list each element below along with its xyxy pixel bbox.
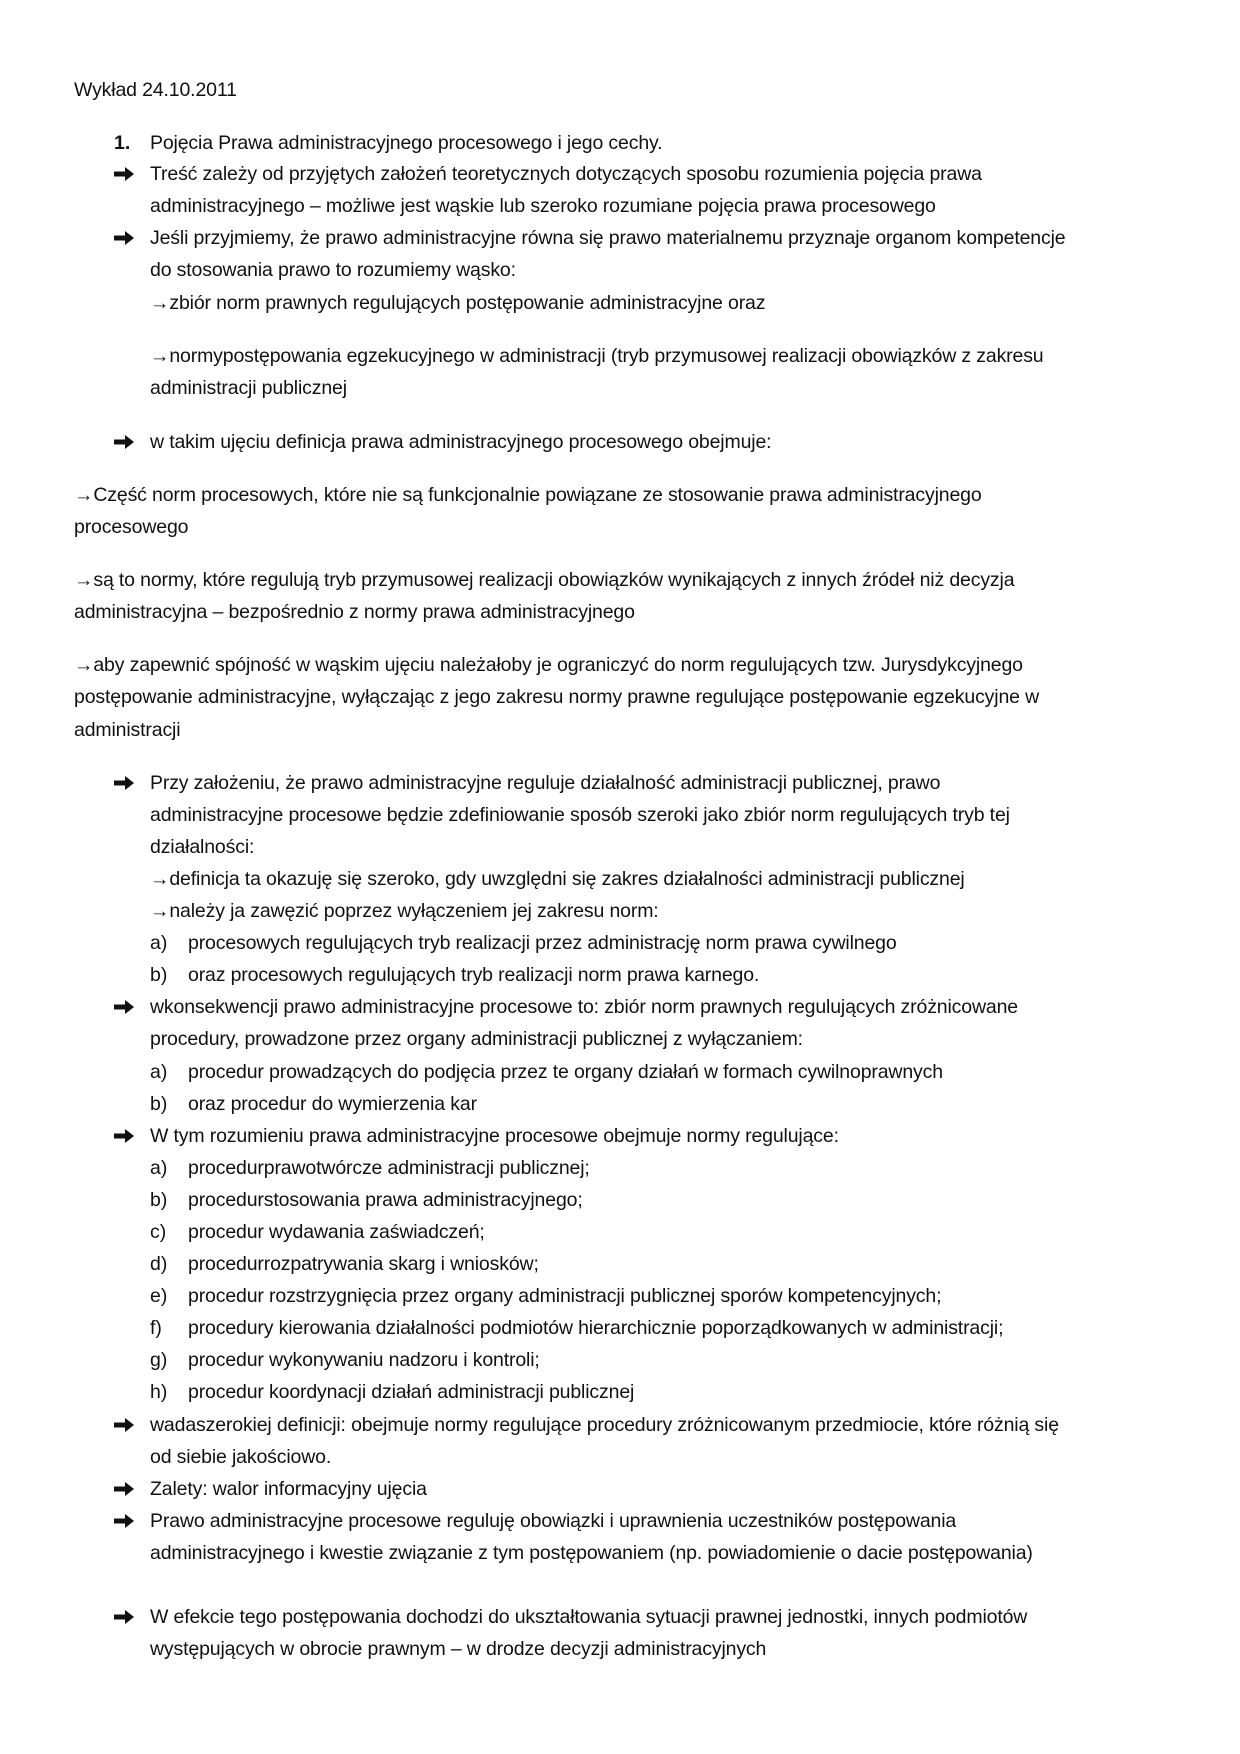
right-arrow-icon (112, 226, 136, 250)
paragraph-text: postępowanie administracyjne, wyłączając z jego zakresu normy prawne regulujące postępowanie egzekucyjne w (74, 686, 1040, 708)
bullet-text: →zbiór norm prawnych regulujących postępowanie administracyjne oraz (150, 292, 766, 314)
list-item: procedur rozstrzygnięcia przez organy administracji publicznej sporów kompetencyjnych; (188, 1285, 942, 1307)
paragraph-text: procesowego (74, 516, 189, 538)
right-arrow-icon (112, 1605, 136, 1629)
right-arrow-icon (112, 995, 136, 1019)
bullet-text: W efekcie tego postępowania dochodzi do ukształtowania sytuacji prawnej jednostki, innych podmiotów (150, 1606, 1028, 1628)
right-arrow-icon (112, 1477, 136, 1501)
paragraph-text: →Część norm procesowych, które nie są funkcjonalnie powiązane ze stosowanie prawa administracyjnego (74, 484, 982, 506)
bullet-text: wadaszerokiej definicji: obejmuje normy regulujące procedury zróżnicowanym przedmiocie, które różnią się (150, 1414, 1059, 1436)
list-item: procedur koordynacji działań administracji publicznej (188, 1381, 635, 1403)
list-marker: f) (150, 1317, 162, 1339)
bullet-text: Treść zależy od przyjętych założeń teoretycznych dotyczących sposobu rozumienia pojęcia prawa (150, 163, 982, 185)
right-arrow-icon (112, 162, 136, 186)
bullet-text: w takim ujęciu definicja prawa administracyjnego procesowego obejmuje: (150, 431, 772, 453)
list-item: procedury kierowania działalności podmiotów hierarchicznie poporządkowanych w administracji; (188, 1317, 1004, 1339)
bullet-text: →normypostępowania egzekucyjnego w administracji (tryb przymusowej realizacji obowiązków z zakresu (150, 345, 1044, 367)
page-title: Wykład 24.10.2011 (74, 79, 237, 101)
bullet-text: do stosowania prawo to rozumiemy wąsko: (150, 259, 516, 281)
right-arrow-icon (112, 430, 136, 454)
paragraph-text: →aby zapewnić spójność w wąskim ujęciu należałoby je ograniczyć do norm regulujących tzw. Jurysdykcyjnego (74, 654, 1023, 676)
list-marker: b) (150, 1189, 168, 1211)
list-item: oraz procedur do wymierzenia kar (188, 1093, 477, 1115)
list-item: oraz procesowych regulujących tryb realizacji norm prawa karnego. (188, 964, 760, 986)
paragraph-text: →są to normy, które regulują tryb przymusowej realizacji obowiązków wynikających z innych źródeł niż decyzja (74, 569, 1015, 591)
bullet-text: administracyjnego – możliwe jest wąskie lub szeroko rozumiane pojęcia prawa procesowego (150, 195, 936, 217)
list-item: procedurstosowania prawa administracyjnego; (188, 1189, 583, 1211)
list-item: procedurprawotwórcze administracji publicznej; (188, 1157, 590, 1179)
right-arrow-icon (112, 1509, 136, 1533)
bullet-text: Zalety: walor informacyjny ujęcia (150, 1478, 427, 1500)
list-marker: g) (150, 1349, 168, 1371)
list-marker: b) (150, 964, 168, 986)
list-marker: a) (150, 1157, 168, 1179)
bullet-text: wkonsekwencji prawo administracyjne procesowe to: zbiór norm prawnych regulujących zróżnicowane (150, 996, 1018, 1018)
bullet-text: Prawo administracyjne procesowe reguluję obowiązki i uprawnienia uczestników postępowania (150, 1510, 957, 1532)
list-marker: c) (150, 1221, 167, 1243)
right-arrow-icon (112, 1124, 136, 1148)
bullet-text: Jeśli przyjmiemy, że prawo administracyjne równa się prawo materialnemu przyznaje organom kompetencje (150, 227, 1066, 249)
bullet-text: działalności: (150, 836, 255, 858)
bullet-text: występujących w obrocie prawnym – w drodze decyzji administracyjnych (150, 1638, 767, 1660)
list-marker: e) (150, 1285, 168, 1307)
bullet-text: Przy założeniu, że prawo administracyjne reguluje działalność administracji publicznej, prawo (150, 772, 941, 794)
bullet-text: procedury, prowadzone przez organy administracji publicznej z wyłączaniem: (150, 1028, 803, 1050)
list-marker: a) (150, 932, 168, 954)
bullet-text: →należy ja zawęzić poprzez wyłączeniem jej zakresu norm: (150, 900, 659, 922)
list-marker: a) (150, 1061, 168, 1083)
section-number: 1. (114, 132, 131, 154)
list-item: procedur wydawania zaświadczeń; (188, 1221, 485, 1243)
paragraph-text: administracji (74, 719, 181, 741)
bullet-text: administracyjne procesowe będzie zdefiniowanie sposób szeroki jako zbiór norm regulujących tryb tej (150, 804, 1010, 826)
list-marker: b) (150, 1093, 168, 1115)
bullet-text: administracyjnego i kwestie związanie z tym postępowaniem (np. powiadomienie o dacie postępowania) (150, 1542, 1033, 1564)
list-marker: d) (150, 1253, 168, 1275)
list-marker: h) (150, 1381, 168, 1403)
bullet-text: →definicja ta okazuję się szeroko, gdy uwzględni się zakres działalności administracji publicznej (150, 868, 965, 890)
bullet-text: od siebie jakościowo. (150, 1446, 332, 1468)
bullet-text: W tym rozumieniu prawa administracyjne procesowe obejmuje normy regulujące: (150, 1125, 839, 1147)
list-item: procesowych regulujących tryb realizacji przez administrację norm prawa cywilnego (188, 932, 897, 954)
right-arrow-icon (112, 1413, 136, 1437)
list-item: procedurrozpatrywania skarg i wniosków; (188, 1253, 539, 1275)
paragraph-text: administracyjna – bezpośrednio z normy prawa administracyjnego (74, 601, 635, 623)
list-item: procedur wykonywaniu nadzoru i kontroli; (188, 1349, 540, 1371)
list-item: procedur prowadzących do podjęcia przez te organy działań w formach cywilnoprawnych (188, 1061, 943, 1083)
bullet-text: administracji publicznej (150, 377, 347, 399)
section-title: Pojęcia Prawa administracyjnego procesowego i jego cechy. (150, 132, 663, 154)
right-arrow-icon (112, 771, 136, 795)
